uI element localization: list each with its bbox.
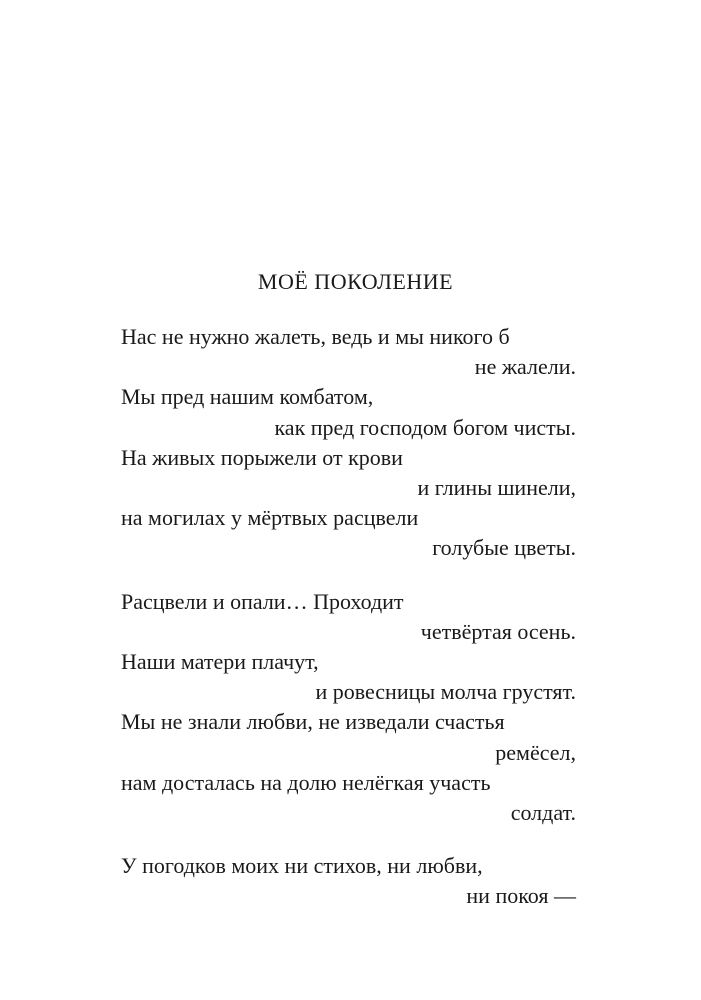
poem-line: и ровесницы молча грустят. (315, 679, 576, 705)
poem-title: МОЁ ПОКОЛЕНИЕ (257, 269, 454, 294)
poem-line: Мы пред нашим комбатом, (121, 384, 374, 410)
poem-line: и глины шинели, (417, 475, 576, 501)
poem-line: Расцвели и опали… Проходит (121, 588, 404, 614)
stanza (121, 322, 576, 564)
poem-line: голубые цветы. (432, 535, 576, 561)
poem-line: четвёртая осень. (420, 618, 576, 644)
stanza (121, 587, 576, 829)
poem-line: Мы не знали любви, не изведали счастья (121, 709, 505, 735)
poem-line: Нас не нужно жалеть, ведь и мы никого б (121, 324, 510, 349)
stanza-divider (121, 828, 576, 851)
poem-line: Наши матери плачут, (121, 649, 319, 675)
poem-line: ни покоя — (466, 883, 576, 909)
poem-body (121, 322, 576, 912)
poem-line: нам досталась на долю нелёгкая участь (121, 769, 491, 795)
poem-line: У погодков моих ни стихов, ни любви, (121, 853, 483, 879)
stanza (121, 851, 576, 911)
poem-line: не жалели. (474, 354, 576, 380)
poem-line: солдат. (510, 800, 576, 826)
poem-line: на могилах у мёртвых расцвели (121, 505, 419, 531)
poem-line: ремёсел, (495, 739, 576, 765)
poem-line: как пред господом богом чисты. (274, 414, 576, 440)
stanza-divider (121, 564, 576, 587)
poem-line: На живых порыжели от крови (121, 444, 403, 470)
